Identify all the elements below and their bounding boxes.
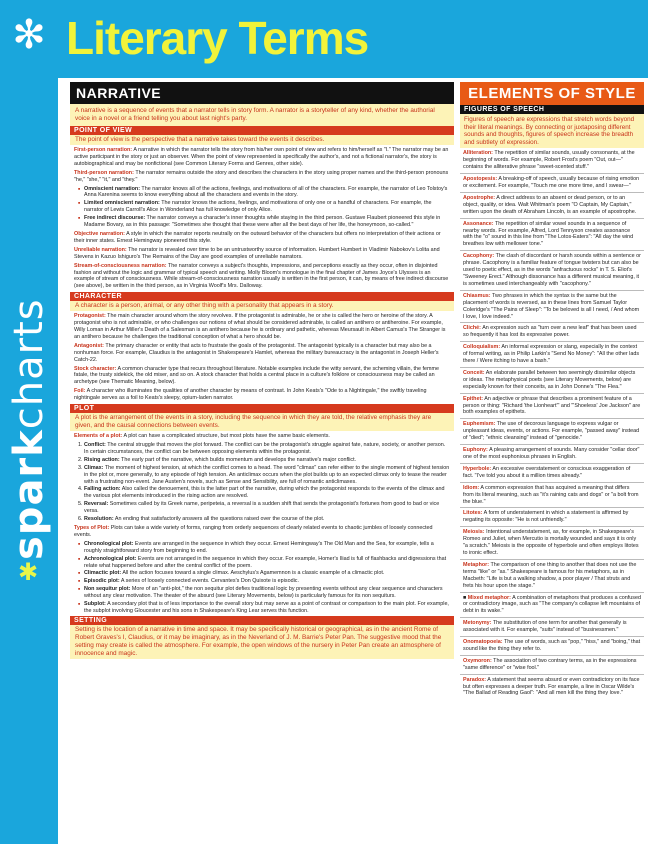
figures-intro: Figures of speech are expressions that stretch words beyond their literal meanings. By connecting or juxtaposing different sounds and thoughts, figures of speech increase the breadth and subtlety of expression.	[460, 114, 644, 148]
term-entry: Third-person narration: The narrator remains outside the story and describes the characters in the story using proper names and the third-person pronouns "he," "she," "it," and "they."	[74, 169, 449, 183]
figures-list	[460, 148, 644, 699]
list-item: ■ Subplot: A secondary plot that is of less importance to the overall story but may serve as a point of contrast or comparison to the main plot. For example, the subplot involving Gloucester and his sons in Shakespeare's King Lear serves this function.	[78, 601, 450, 615]
term-entry: Stock character: A common character type that recurs throughout literature. Notable examples include the witty servant, the scheming villain, the femme fatale, the trusty sidekick, the old miser, and so on. A stock character that holds a central place in a culture's folklore or consciousness may be called an archetype (see Thematic Meaning, below).	[74, 365, 439, 386]
character-intro: A character is a person, animal, or any other thing with a personality that appears in a story.	[70, 301, 454, 311]
term-entry: Types of Plot: Plots can take a wide variety of forms, ranging from orderly sequences of clearly related events to chaotic jumbles of loosely connected events.	[74, 524, 433, 538]
term-entry: Foil: A character who illuminates the qualities of another character by means of contrast. In John Keats's "Ode to a Nightingale," the swiftly traveling nightingale serves as a foil to Keats's sleepy, opium-laden narrator.	[74, 388, 427, 402]
list-item: 6. Resolution: An ending that satisfactorily answers all the questions raised over the course of the plot.	[84, 516, 450, 523]
list-item: 2. Rising action: The early part of the narrative, which builds momentum and develops the narrative's major conflict.	[84, 457, 450, 464]
term-entry: Meiosis: Intentional understatement, as, for example, in Shakespeare's Romeo and Juliet, when Mercutio is mortally wounded and says it is only "a scratch." Meiosis is the opposite of hyperbole and often employs litotes to ironic effect.	[460, 527, 644, 560]
character-heading: CHARACTER	[70, 292, 454, 301]
term-entry: Metonymy: The substitution of one term for another that generally is associated with it. For example, "suits" instead of "businessmen."	[460, 618, 644, 637]
term-entry: Colloquialism: An informal expression or slang, especially in the context of formal writing, as in Philip Larkin's "Send No Money": "All the other lads there / Were itching to have a bash."	[460, 342, 644, 368]
narrative-body	[70, 147, 454, 290]
term-entry: Protagonist: The main character around whom the story revolves. If the protagonist is admirable, he or she is called the hero or heroine of the story. A protagonist who is not admirable, or who challenges our notions of what should be considered admirable, is called an antihero or antiheroine. For example, Willy Loman in Arthur Miller's Death of a Salesman is an antihero because he is ordinary and pathetic, whereas Meursault in Albert Camus's The Stranger is an antihero because he challenges the traditional conception of what a hero should be.	[74, 313, 446, 340]
term-entry: Paradox: A statement that seems absurd or even contradictory on its face but often expresses a deeper truth. For example, a line in Oscar Wilde's "The Ballad of Reading Gaol": "And all men kill the thing they love."	[463, 676, 640, 697]
narrative-heading: NARRATIVE	[70, 82, 454, 104]
term-entry: Assonance: The repetition of similar vowel sounds in a sequence of nearby words. For example, Alfred, Lord Tennyson creates assonance with the "o" sound in this line from "The Lotos-Eaters": "All day the wind breathes low with mellower tone."	[460, 219, 644, 252]
term-entry: ■ Mixed metaphor: A combination of metaphors that produces a confused or contradictory image, such as "The company's collapse left mountains of debt in its wake."	[460, 593, 644, 619]
term-entry: Euphemism: The use of decorous language to express vulgar or unpleasant ideas, events, or actions. For example, "passed away" instead of "died"; "ethnic cleansing" instead of "genocide."	[460, 419, 644, 445]
term-entry: Stream-of-consciousness narration: The narrator conveys a subject's thoughts, impressions, and perceptions exactly as they occur, often in disjointed fashion and without the logic and grammar of typical speech and writing. Molly Bloom's monologue in the final chapter of James Joyce's Ulysses is an example of stream of consciousness. While stream-of-consciousness narration usually is written in the first person, it can, by means of free indirect discourse (see above), be written in the third person, as in Virginia Woolf's Mrs. Dalloway.	[74, 262, 449, 290]
term-entry: Chiasmus: Two phrases in which the syntax is the same but the placement of words is reversed, as in these lines from Samuel Taylor Coleridge's "The Pains of Sleep": "To be beloved is all I need, / And whom I love, I love indeed."	[460, 291, 644, 324]
term-entry: Unreliable narration: The narrator is revealed over time to be an untrustworthy source of information. Humbert Humbert in Vladimir Nabokov's Lolita and Stevens in Kazuo Ishiguro's The Remains of the Day are good examples of unreliable narrators.	[74, 246, 440, 260]
plot-types-list	[74, 541, 450, 615]
list-item: ■ Chronological plot: Events are arranged in the sequence in which they occur. Ernest Hemingway's The Old Man and the Sea, for example, tells a roughly straightforward story from beginning to end.	[78, 541, 450, 555]
list-item: 3. Climax: The moment of highest tension, at which the conflict comes to a head. The word "climax" can refer either to the single moment of highest tension in the plot or, more generally, to any episode of high tension. An anticlimax occurs when the plot builds up to an expected climax only to tease the reader with a frustrating non-event. Jane Austen's novels, such as Sense and Sensibility, are full of romantic anticlimaxes.	[84, 465, 450, 486]
left-column	[70, 82, 454, 659]
term-entry: Apostopesis: A breaking-off of speech, usually because of rising emotion or excitement. For example, "Touch me one more time, and I swear—"	[460, 174, 644, 193]
list-item: ■ Climactic plot: All the action focuses toward a single climax. Aeschylus's Agamemnon is a classic example of a climactic plot.	[78, 570, 450, 577]
term-entry: Idiom: A common expression that has acquired a meaning that differs from its literal meaning, such as "it's raining cats and dogs" or "a bolt from the blue."	[460, 483, 644, 509]
plot-body	[70, 433, 454, 615]
snowflake-icon: ✻	[12, 12, 46, 58]
plot-elements-list	[74, 442, 450, 523]
term-entry: Litotes: A form of understatement in which a statement is affirmed by negating its opposite: "He is not unfriendly."	[460, 508, 644, 527]
term-entry: Hyperbole: An excessive overstatement or conscious exaggeration of fact. "I've told you about it a million times already."	[460, 464, 644, 483]
pov-heading: POINT OF VIEW	[70, 126, 454, 135]
term-entry: Epithet: An adjective or phrase that describes a prominent feature of a person or thing: "Richard 'the Lionheart'" and "'Shoeless' Joe Jackson" are both examples of epithets.	[460, 394, 644, 420]
third-person-list	[74, 186, 450, 229]
term-entry: Elements of a plot: A plot can have a complicated structure, but most plots have the same basic elements.	[74, 433, 330, 440]
plot-intro: A plot is the arrangement of the events in a story, including the sequence in which they are told, the relative emphasis they are given, and the causal connections between events.	[70, 413, 454, 431]
brand-logo: sparkcharts	[6, 298, 52, 560]
term-entry: First-person narration: A narrative in which the narrator tells the story from his/her own point of view and refers to him/herself as "I." The narrator may be an active participant in the story or just an observer. When the point of view represented is specifically the author's, and not a fictional narrator's, the story is autobiographical and may be nonfictional (see Common Literary Forms and Genres, other side).	[74, 147, 449, 167]
style-heading: ELEMENTS OF STYLE	[460, 82, 644, 105]
list-item: ■ Omniscient narration: The narrator knows all of the actions, feelings, and motivations of all of the characters. For example, the narrator of Leo Tolstoy's Anna Karenina seems to know everything about all the characters and events in the story.	[78, 186, 450, 200]
term-entry: Metaphor: The comparison of one thing to another that does not use the terms "like" or "as." Shakespeare is famous for his metaphors, as in Macbeth: "Life is but a walking shadow, a poor player / That struts and frets his hour upon the stage."	[460, 560, 644, 593]
term-entry: Alliteration: The repetition of similar sounds, usually consonants, at the beginning of words. For example, Robert Frost's poem "Out, out—" contains the alliterative phrase "sweet-scented stuff."	[460, 148, 644, 174]
figures-heading: FIGURES OF SPEECH	[460, 105, 644, 114]
plot-heading: PLOT	[70, 404, 454, 413]
list-item: ■ Free indirect discourse: The narrator conveys a character's inner thoughts while staying in the third person. Gustave Flaubert pioneered this style in Madame Bovary, as in this passage: "Sometimes she thought that these were after all the best days of her life, the honeymoon, so-called."	[78, 215, 450, 229]
list-item: 1. Conflict: The central struggle that moves the plot forward. The conflict can be the protagonist's struggle against fate, nature, society, or another person. In certain circumstances, the conflict can be between opposing elements within the protagonist.	[84, 442, 450, 456]
term-entry: Oxymoron: The association of two contrary terms, as in the expressions "same difference" or "wise fool."	[460, 656, 644, 675]
term-entry: Euphony: A pleasing arrangement of sounds. Many consider "cellar door" one of the most euphonious phrases in English.	[460, 445, 644, 464]
pov-intro: The point of view is the perspective that a narrative takes toward the events it describes.	[70, 135, 454, 145]
list-item: ■ Achronological plot: Events are not arranged in the sequence in which they occur. For example, Homer's Iliad is full of flashbacks and digressions that relate what happened before and after the central conflict of the poem.	[78, 556, 450, 570]
narrative-intro: A narrative is a sequence of events that a narrator tells in story form. A narrator is a storyteller of any kind, whether the authorial voice in a novel or a friend telling you about last night's party.	[70, 104, 454, 126]
setting-heading: SETTING	[70, 616, 454, 625]
right-column	[460, 82, 644, 699]
list-item: 4. Falling action: Also called the denouement, this is the latter part of the narrative, during which the protagonist responds to the events of the climax and the various plot elements introduced in the rising action are resolved.	[84, 486, 450, 500]
page-title: Literary Terms	[66, 12, 369, 64]
list-item: 5. Reversal: Sometimes called by its Greek name, peripeteia, a reversal is a sudden shift that sends the protagonist's fortunes from good to bad or vice versa.	[84, 501, 450, 515]
character-body	[70, 313, 454, 402]
list-item: ■ Non sequitur plot: More of an "anti-plot," the non sequitur plot defies traditional logic by presenting events without any clear sequence and characters without any clear motivation. The theater of the absurd (see Literary Movements, below) is particularly famous for its non sequiturs.	[78, 586, 450, 600]
setting-intro: Setting is the location of a narrative in time and space. It may be specifically historical or geographical, as in the ancient Rome of Robert Graves's I, Claudius, or it may be imaginary, as in the Neverland of J. M. Barrie's Peter Pan. The suggestive mood that the setting may create is called the atmosphere. For example, the open windows of the nursery in Peter Pan create an atmosphere of innocence and magic.	[70, 625, 454, 659]
term-entry: Onomatopoeia: The use of words, such as "pop," "hiss," and "boing," that sound like the thing they refer to.	[460, 637, 644, 656]
term-entry: Objective narration: A style in which the narrator reports neutrally on the outward behavior of the characters but offers no interpretation of their actions or their inner states. Ernest Hemingway pioneered this style.	[74, 230, 441, 244]
star-icon: ✱	[18, 558, 39, 586]
list-item: ■ Limited omniscient narration: The narrator knows the actions, feelings, and motivations of only one or a handful of characters. For example, the narrator of Lewis Carroll's Alice in Wonderland has full knowledge of only Alice.	[78, 200, 450, 214]
term-entry: Cacophony: The clash of discordant or harsh sounds within a sentence or phrase. Cacophony is a familiar feature of tongue twisters but can also be used to poetic effect, as in the words "anfractuous rocks" in T. S. Eliot's "Sweeney Erect." Although dissonance has a different musical meaning, it is sometimes used interchangeably with "cacophony."	[460, 251, 644, 291]
list-item: ■ Episodic plot: A series of loosely connected events. Cervantes's Don Quixote is episodic.	[78, 578, 450, 585]
sidebar-band	[0, 0, 58, 844]
term-entry: Conceit: An elaborate parallel between two seemingly dissimilar objects or ideas. The metaphysical poets (see Literary Movements, below) are especially known for their conceits, as in John Donne's "The Flea."	[460, 368, 644, 394]
term-entry: Antagonist: The primary character or entity that acts to frustrate the goals of the protagonist. The antagonist typically is a character but may also be a nonhuman force. For example, Claudius is the antagonist in Shakespeare's Hamlet, whereas the military bureaucracy is the antagonist in Joseph Heller's Catch-22.	[74, 342, 439, 363]
term-entry: Cliché: An expression such as "turn over a new leaf" that has been used so frequently it has lost its expressive power.	[460, 323, 644, 342]
content-page	[58, 78, 648, 844]
term-entry: Apostrophe: A direct address to an absent or dead person, or to an object, quality, or idea. Walt Whitman's poem "O Captain, My Captain," written upon the death of Abraham Lincoln, is an example of apostrophe.	[460, 193, 644, 219]
